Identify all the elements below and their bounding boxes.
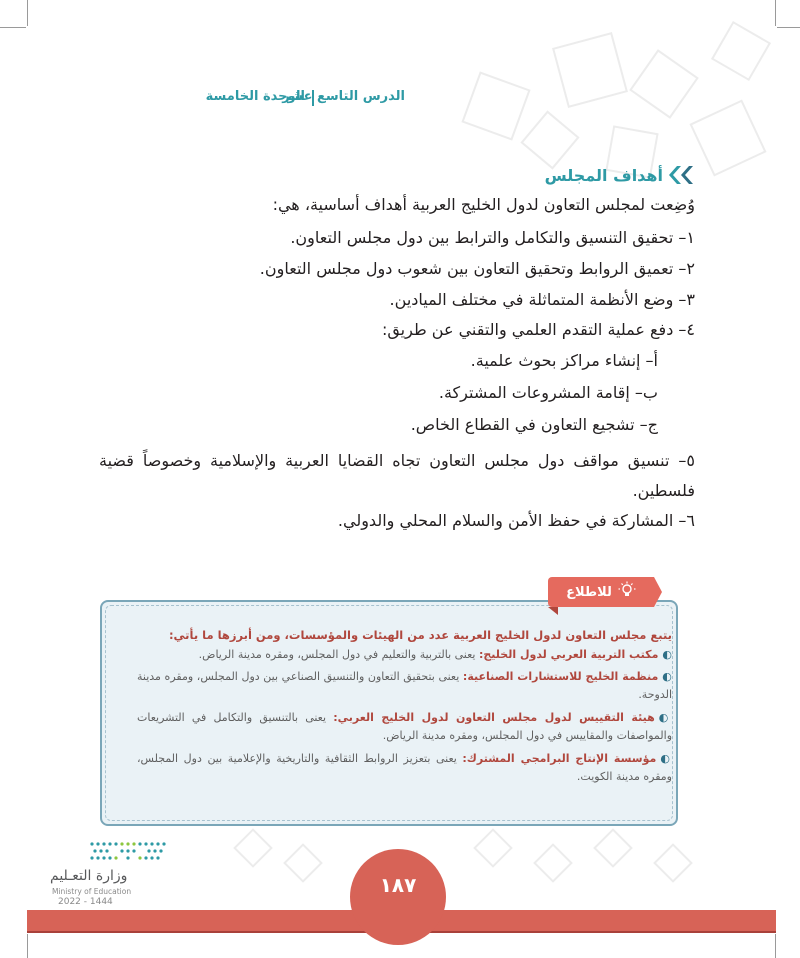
entry-name: هيئة التقييس لدول مجلس التعاون لدول الخليج العربي: — [333, 711, 655, 724]
goal-item: ٢– تعميق الروابط وتحقيق التعاون بين شعوب دول مجلس التعاون. — [259, 259, 695, 278]
entry-name: مؤسسة الإنتاج البرامجي المشترك: — [462, 752, 657, 765]
bullet-icon: ◐ — [662, 670, 672, 683]
lesson-title: الدرس التاسع عشر — [282, 89, 405, 104]
section-heading — [545, 163, 695, 187]
entry-desc: يعنى بتعزيز الروابط الثقافية والتاريخية والإعلامية بين دول المجلس، ومقره مدينة الكويت. — [137, 752, 672, 783]
crop-mark — [27, 934, 28, 958]
crop-mark — [777, 27, 800, 28]
ministry-logo-icon — [88, 840, 168, 864]
info-entry — [137, 646, 672, 664]
entry-desc: يعنى بالتربية والتعليم في دول المجلس، ومقره مدينة الرياض. — [198, 648, 479, 661]
entry-name: منظمة الخليج للاستشارات الصناعية: — [462, 670, 659, 683]
sub-item: ب– إقامة المشروعات المشتركة. — [438, 383, 658, 402]
ministry-name-english: Ministry of Education — [52, 887, 132, 896]
info-entry — [137, 709, 672, 745]
crop-mark — [775, 934, 776, 958]
crop-mark — [775, 0, 776, 26]
bullet-icon: ◐ — [658, 711, 672, 724]
double-chevron-icon — [669, 163, 695, 187]
entry-desc: يعنى بالتنسيق والتكامل في التشريعات والمواصفات والمقاييس في دول المجلس، ومقره مدينة الرياض. — [137, 711, 672, 742]
page-number-label: ١٨٧ — [379, 873, 417, 897]
bullet-icon: ◐ — [660, 752, 673, 765]
unit-title: الوحدة الخامسة — [205, 89, 305, 104]
info-entry — [137, 750, 672, 786]
page-number — [350, 849, 446, 945]
goal-item: ١– تحقيق التنسيق والتكامل والترابط بين دول مجلس التعاون. — [290, 228, 695, 247]
info-entry — [137, 668, 672, 704]
lightbulb-icon — [618, 581, 636, 603]
intro-text: وُضِعت لمجلس التعاون لدول الخليج العربية أهداف أساسية، هي: — [272, 195, 695, 214]
crop-mark — [0, 27, 26, 28]
bullet-icon: ◐ — [662, 648, 672, 661]
goal-item: ٥– تنسيق مواقف دول مجلس التعاون تجاه القضايا العربية والإسلامية وخصوصاً قضية فلسطين. — [99, 451, 695, 500]
info-lead: يتبع مجلس التعاون لدول الخليج العربية عدد من الهيئات والمؤسسات، ومن أبرزها ما يأتي: — [168, 628, 672, 642]
info-tab — [548, 577, 654, 607]
edition-year: 2022 - 1444 — [58, 897, 113, 907]
section-title: أهداف المجلس — [544, 165, 663, 185]
sub-item: ج– تشجيع التعاون في القطاع الخاص. — [410, 415, 658, 434]
entry-desc: يعنى بتحقيق التعاون والتنسيق الصناعي بين دول المجلس، ومقره مدينة الدوحة. — [137, 670, 672, 701]
goal-item: ٣– وضع الأنظمة المتماثلة في مختلف الميادين. — [389, 290, 695, 309]
ministry-name-arabic: وزارة التعـليم — [50, 868, 128, 884]
entry-name: مكتب التربية العربي لدول الخليج: — [478, 648, 659, 661]
sub-item: أ– إنشاء مراكز بحوث علمية. — [470, 351, 658, 370]
goal-item: ٦– المشاركة في حفظ الأمن والسلام المحلي والدولي. — [337, 511, 695, 530]
goal-item: ٤– دفع عملية التقدم العلمي والتقني عن طريق: — [381, 320, 695, 339]
crop-mark — [27, 0, 28, 26]
info-tab-label: للاطلاع — [566, 584, 612, 600]
